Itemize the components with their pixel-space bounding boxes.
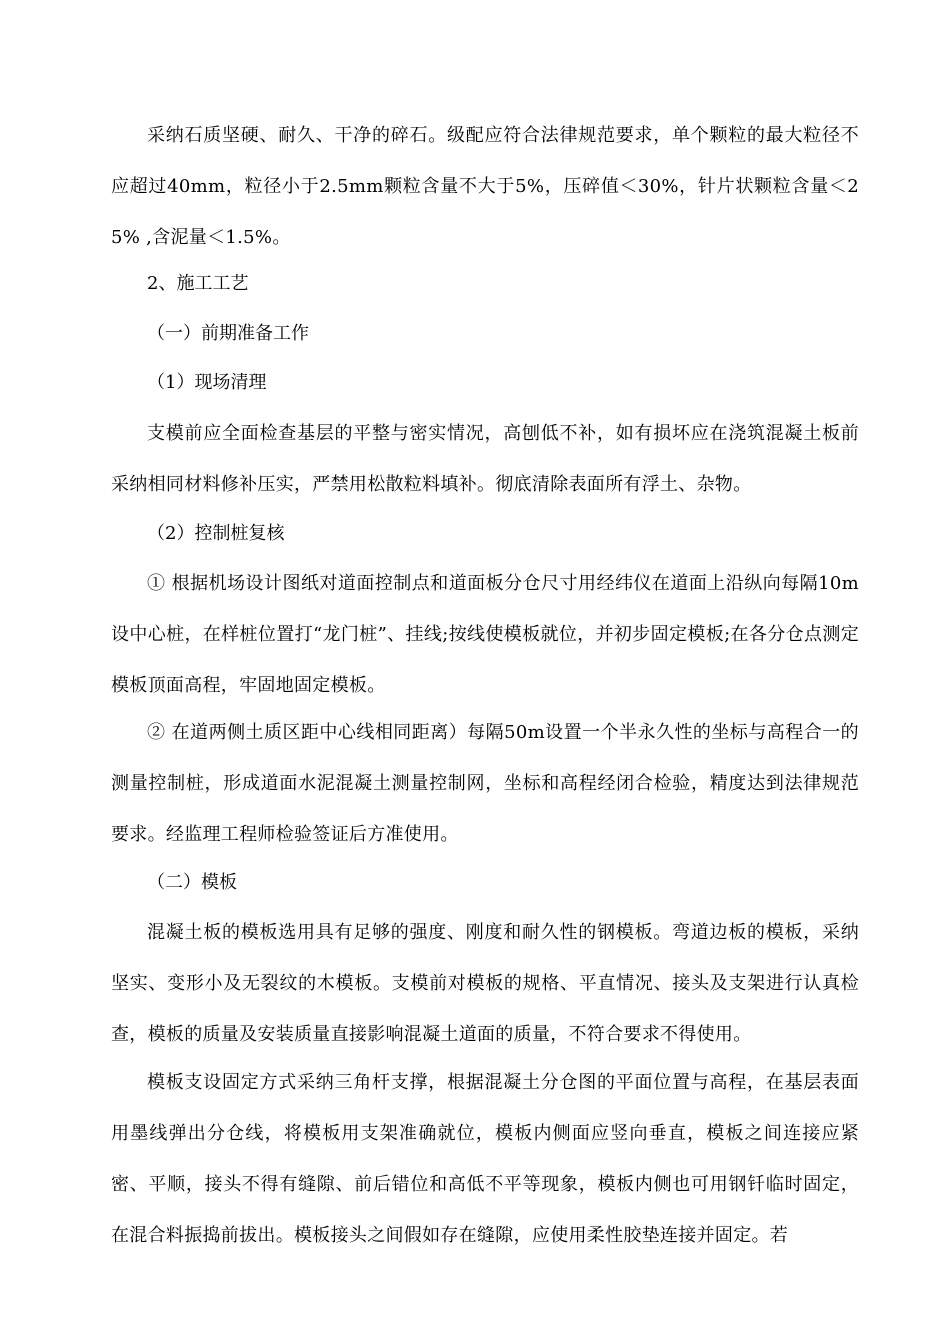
subsection-heading-preparation: （一）前期准备工作 [147, 323, 309, 344]
paragraph-control-stake-1: ① 根据机场设计图纸对道面控制点和道面板分仓尺寸用经纬仪在道面上沿纵向每隔10m设中心桩，在样桩位置打“龙门桩”、挂线;按线使模板就位，并初步固定模板;在各分仓点测定模板顶面高程，牢固地固定模板。 [111, 573, 859, 696]
subsection-heading-formwork: （二）模板 [147, 872, 237, 893]
item-heading-control-stake-review: （2）控制桩复核 [147, 523, 285, 544]
paragraph-control-stake-2: ② 在道两侧土质区距中心线相同距离）每隔50m设置一个半永久性的坐标与高程合一的测量控制桩，形成道面水泥混凝土测量控制网，坐标和高程经闭合检验，精度达到法律规范要求。经监理工程师检验签证后方准使用。 [111, 722, 859, 845]
item-heading-site-cleaning: （1）现场清理 [147, 372, 267, 393]
section-heading-construction-process: 2、施工工艺 [147, 273, 249, 294]
paragraph-formwork-selection: 混凝土板的模板选用具有足够的强度、刚度和耐久性的钢模板。弯道边板的模板，采纳坚实、变形小及无裂纹的木模板。支模前对模板的规格、平直情况、接头及支架进行认真检查，模板的质量及安装质量直接影响混凝土道面的质量，不符合要求不得使用。 [111, 922, 859, 1045]
paragraph-aggregate-spec: 采纳石质坚硬、耐久、干净的碎石。级配应符合法律规范要求，单个颗粒的最大粒径不应超过40mm，粒径小于2.5mm颗粒含量不大于5%，压碎值＜30%，针片状颗粒含量＜25% ,含泥量＜1.5%。 [111, 125, 859, 248]
paragraph-formwork-installation: 模板支设固定方式采纳三角杆支撑，根据混凝土分仓图的平面位置与高程，在基层表面用墨线弹出分仓线，将模板用支架准确就位，模板内侧面应竖向垂直，模板之间连接应紧密、平顺，接头不得有缝隙、前后错位和高低不平等现象，模板内侧也可用钢钎临时固定，在混合料振捣前拔出。模板接头之间假如存在缝隙，应使用柔性胶垫连接并固定。若 [111, 1072, 859, 1246]
paragraph-site-cleaning: 支模前应全面检查基层的平整与密实情况，高刨低不补，如有损坏应在浇筑混凝土板前采纳相同材料修补压实，严禁用松散粒料填补。彻底清除表面所有浮土、杂物。 [111, 423, 859, 495]
